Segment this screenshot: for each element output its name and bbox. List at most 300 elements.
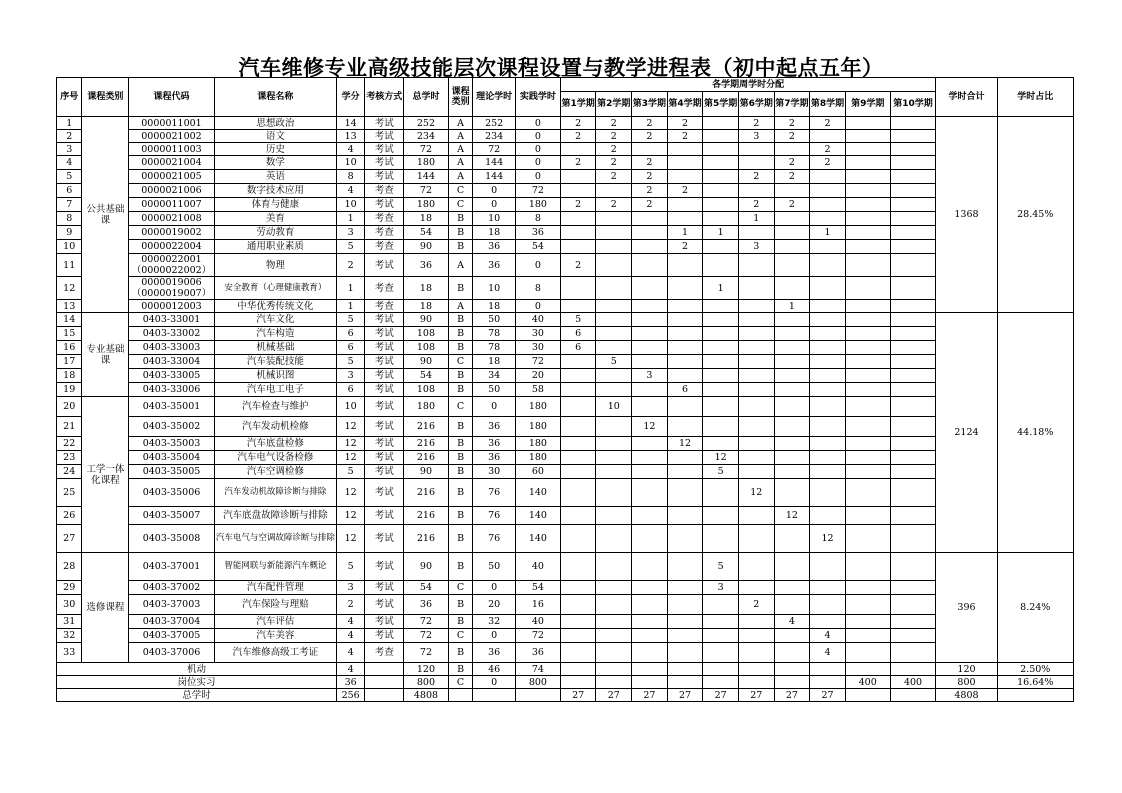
row-semester-3 [632, 254, 668, 277]
row-category: 选修课程 [82, 553, 129, 663]
row-course-name: 数学 [214, 156, 336, 170]
row-semester-9 [845, 615, 890, 629]
row-semester-1 [560, 369, 596, 383]
row-semester-8 [810, 553, 846, 581]
row-semester-3 [632, 355, 668, 369]
row-semester-3 [632, 437, 668, 451]
row-exam: 考试 [365, 130, 404, 143]
row-semester-8 [810, 595, 846, 615]
row-semester-8: 1 [810, 226, 846, 240]
row-code: 0403-37006 [129, 643, 215, 663]
row-semester-9 [845, 117, 890, 130]
row-semester-1 [560, 240, 596, 254]
row-total-hours: 108 [404, 341, 449, 355]
table-row [57, 465, 1074, 479]
row-theory: 76 [473, 507, 516, 525]
row-seq: 26 [57, 507, 82, 525]
row-semester-8 [810, 581, 846, 595]
row-semester-2 [596, 615, 632, 629]
footer-hours-total: 4808 [936, 689, 997, 702]
row-course-type: B [448, 313, 472, 327]
footer-semester-1 [560, 676, 596, 689]
row-seq: 10 [57, 240, 82, 254]
row-semester-7: 12 [774, 507, 810, 525]
row-semester-10 [890, 479, 936, 507]
header-seq: 序号 [57, 78, 82, 117]
row-semester-8 [810, 212, 846, 226]
row-theory: 36 [473, 417, 516, 437]
row-credit: 14 [336, 117, 365, 130]
row-course-type: B [448, 437, 472, 451]
row-semester-6 [738, 553, 774, 581]
row-semester-2 [596, 254, 632, 277]
row-code: 0403-35006 [129, 479, 215, 507]
row-practice: 30 [516, 341, 561, 355]
row-semester-7 [774, 417, 810, 437]
footer-theory [473, 689, 516, 702]
row-semester-5 [703, 170, 739, 184]
row-theory: 34 [473, 369, 516, 383]
row-semester-1 [560, 525, 596, 553]
row-semester-7: 2 [774, 156, 810, 170]
row-practice: 0 [516, 300, 561, 313]
row-theory: 234 [473, 130, 516, 143]
footer-credit: 256 [336, 689, 365, 702]
footer-semester-1 [560, 663, 596, 676]
row-total-hours: 216 [404, 507, 449, 525]
row-exam: 考试 [365, 143, 404, 156]
row-semester-1 [560, 437, 596, 451]
row-seq: 13 [57, 300, 82, 313]
row-credit: 12 [336, 479, 365, 507]
row-semester-5 [703, 507, 739, 525]
row-code: 0403-35007 [129, 507, 215, 525]
row-semester-2 [596, 212, 632, 226]
row-semester-10 [890, 313, 936, 327]
row-semester-6 [738, 507, 774, 525]
row-semester-7 [774, 143, 810, 156]
footer-hours-total: 120 [936, 663, 997, 676]
row-credit: 12 [336, 525, 365, 553]
row-code: 0403-33006 [129, 383, 215, 397]
footer-hours-ratio: 2.50% [997, 663, 1073, 676]
row-seq: 17 [57, 355, 82, 369]
row-course-name: 智能网联与新能源汽车概论 [214, 553, 336, 581]
row-semester-4: 2 [667, 117, 703, 130]
row-semester-2 [596, 643, 632, 663]
row-credit: 1 [336, 277, 365, 300]
row-semester-5 [703, 615, 739, 629]
group-hours-ratio: 44.18% [997, 313, 1073, 553]
row-semester-1 [560, 595, 596, 615]
row-course-name: 数字技术应用 [214, 184, 336, 198]
footer-total-hours: 4808 [404, 689, 449, 702]
footer-credit: 36 [336, 676, 365, 689]
row-code: 0403-37004 [129, 615, 215, 629]
footer-semester-2 [596, 676, 632, 689]
row-semester-1 [560, 629, 596, 643]
row-semester-6 [738, 525, 774, 553]
row-code: 0000022001（0000022002） [129, 254, 215, 277]
row-semester-8 [810, 170, 846, 184]
row-semester-10 [890, 525, 936, 553]
row-semester-5 [703, 479, 739, 507]
header-credit: 学分 [336, 78, 365, 117]
row-semester-3: 2 [632, 117, 668, 130]
row-semester-4 [667, 553, 703, 581]
row-semester-7: 1 [774, 300, 810, 313]
row-total-hours: 72 [404, 643, 449, 663]
row-semester-1 [560, 451, 596, 465]
row-semester-6 [738, 300, 774, 313]
row-semester-5 [703, 595, 739, 615]
row-semester-7: 2 [774, 117, 810, 130]
row-code: 0403-35008 [129, 525, 215, 553]
row-code: 0403-37005 [129, 629, 215, 643]
row-course-type: B [448, 507, 472, 525]
row-theory: 78 [473, 341, 516, 355]
row-semester-4 [667, 629, 703, 643]
row-theory: 144 [473, 156, 516, 170]
row-theory: 0 [473, 184, 516, 198]
row-exam: 考试 [365, 170, 404, 184]
row-course-type: B [448, 451, 472, 465]
row-course-type: A [448, 117, 472, 130]
row-course-type: B [448, 417, 472, 437]
row-total-hours: 216 [404, 525, 449, 553]
row-semester-4: 2 [667, 130, 703, 143]
row-semester-8 [810, 479, 846, 507]
footer-course-type [448, 689, 472, 702]
row-semester-7 [774, 240, 810, 254]
row-theory: 30 [473, 465, 516, 479]
row-semester-8: 2 [810, 156, 846, 170]
row-semester-4 [667, 327, 703, 341]
row-semester-2 [596, 465, 632, 479]
row-practice: 72 [516, 355, 561, 369]
footer-semester-4: 27 [667, 689, 703, 702]
row-credit: 6 [336, 383, 365, 397]
row-credit: 5 [336, 313, 365, 327]
table-row [57, 369, 1074, 383]
table-row [57, 170, 1074, 184]
row-exam: 考查 [365, 240, 404, 254]
row-semester-5 [703, 369, 739, 383]
row-semester-7: 2 [774, 130, 810, 143]
row-code: 0403-33004 [129, 355, 215, 369]
row-seq: 21 [57, 417, 82, 437]
row-total-hours: 54 [404, 369, 449, 383]
row-exam: 考试 [365, 341, 404, 355]
row-semester-9 [845, 170, 890, 184]
row-semester-6 [738, 383, 774, 397]
table-row [57, 437, 1074, 451]
row-semester-9 [845, 240, 890, 254]
row-semester-8 [810, 417, 846, 437]
row-semester-7 [774, 184, 810, 198]
row-seq: 23 [57, 451, 82, 465]
row-course-type: C [448, 629, 472, 643]
footer-semester-1: 27 [560, 689, 596, 702]
group-hours-ratio: 28.45% [997, 117, 1073, 313]
row-exam: 考查 [365, 643, 404, 663]
row-theory: 18 [473, 355, 516, 369]
row-seq: 15 [57, 327, 82, 341]
row-semester-6: 2 [738, 595, 774, 615]
row-theory: 78 [473, 327, 516, 341]
row-semester-2 [596, 184, 632, 198]
row-practice: 140 [516, 525, 561, 553]
row-semester-1 [560, 184, 596, 198]
row-code: 0403-35001 [129, 397, 215, 417]
footer-exam [365, 663, 404, 676]
row-semester-9 [845, 355, 890, 369]
footer-theory: 0 [473, 676, 516, 689]
row-semester-8 [810, 355, 846, 369]
row-exam: 考试 [365, 397, 404, 417]
table-row [57, 397, 1074, 417]
row-semester-6 [738, 615, 774, 629]
row-theory: 36 [473, 254, 516, 277]
row-exam: 考试 [365, 525, 404, 553]
row-semester-7 [774, 595, 810, 615]
row-theory: 72 [473, 143, 516, 156]
row-practice: 180 [516, 437, 561, 451]
row-course-type: A [448, 130, 472, 143]
row-semester-5 [703, 143, 739, 156]
footer-label: 机动 [57, 663, 337, 676]
row-semester-7 [774, 451, 810, 465]
footer-semester-4 [667, 676, 703, 689]
row-semester-4 [667, 300, 703, 313]
row-semester-3 [632, 327, 668, 341]
row-semester-1 [560, 397, 596, 417]
row-course-name: 汽车维修高级工考证 [214, 643, 336, 663]
footer-practice [516, 689, 561, 702]
row-semester-2 [596, 553, 632, 581]
row-credit: 5 [336, 240, 365, 254]
row-semester-7 [774, 553, 810, 581]
row-semester-2 [596, 226, 632, 240]
table-row [57, 313, 1074, 327]
row-semester-8 [810, 130, 846, 143]
row-semester-5 [703, 130, 739, 143]
row-total-hours: 18 [404, 212, 449, 226]
footer-credit: 4 [336, 663, 365, 676]
row-seq: 9 [57, 226, 82, 240]
row-semester-2: 2 [596, 156, 632, 170]
row-semester-6: 12 [738, 479, 774, 507]
footer-semester-10 [890, 689, 936, 702]
row-semester-6 [738, 327, 774, 341]
table-row [57, 226, 1074, 240]
row-semester-8: 12 [810, 525, 846, 553]
row-total-hours: 90 [404, 240, 449, 254]
row-course-type: B [448, 226, 472, 240]
row-semester-7 [774, 355, 810, 369]
row-theory: 50 [473, 383, 516, 397]
row-semester-7 [774, 212, 810, 226]
footer-semester-7: 27 [774, 689, 810, 702]
header-hours-ratio: 学时占比 [997, 78, 1073, 117]
row-semester-7 [774, 581, 810, 595]
row-course-type: C [448, 355, 472, 369]
footer-semester-5 [703, 676, 739, 689]
row-exam: 考查 [365, 300, 404, 313]
row-semester-8 [810, 437, 846, 451]
row-semester-5 [703, 184, 739, 198]
row-semester-5 [703, 525, 739, 553]
row-semester-9 [845, 327, 890, 341]
row-seq: 12 [57, 277, 82, 300]
row-seq: 5 [57, 170, 82, 184]
row-semester-10 [890, 507, 936, 525]
row-semester-5 [703, 313, 739, 327]
row-semester-3: 12 [632, 417, 668, 437]
row-credit: 3 [336, 369, 365, 383]
row-semester-1 [560, 465, 596, 479]
row-semester-1: 2 [560, 156, 596, 170]
row-total-hours: 90 [404, 465, 449, 479]
row-semester-6 [738, 226, 774, 240]
row-semester-7: 2 [774, 170, 810, 184]
row-credit: 4 [336, 643, 365, 663]
row-total-hours: 72 [404, 629, 449, 643]
row-semester-3 [632, 313, 668, 327]
row-semester-1 [560, 226, 596, 240]
row-semester-5: 12 [703, 451, 739, 465]
row-practice: 0 [516, 143, 561, 156]
row-credit: 10 [336, 397, 365, 417]
row-semester-4 [667, 277, 703, 300]
row-semester-7 [774, 369, 810, 383]
row-semester-5 [703, 156, 739, 170]
row-seq: 24 [57, 465, 82, 479]
row-semester-3 [632, 643, 668, 663]
row-semester-1 [560, 643, 596, 663]
row-total-hours: 54 [404, 226, 449, 240]
row-practice: 40 [516, 313, 561, 327]
table-row [57, 479, 1074, 507]
row-semester-2: 2 [596, 143, 632, 156]
row-course-name: 汽车配件管理 [214, 581, 336, 595]
row-semester-4 [667, 170, 703, 184]
row-course-type: B [448, 212, 472, 226]
row-semester-6 [738, 581, 774, 595]
row-semester-10 [890, 240, 936, 254]
row-seq: 25 [57, 479, 82, 507]
row-semester-4 [667, 156, 703, 170]
row-credit: 4 [336, 629, 365, 643]
row-practice: 0 [516, 117, 561, 130]
footer-practice: 800 [516, 676, 561, 689]
row-total-hours: 36 [404, 595, 449, 615]
row-semester-10 [890, 553, 936, 581]
row-semester-2 [596, 629, 632, 643]
row-semester-8 [810, 397, 846, 417]
table-row [57, 525, 1074, 553]
footer-row [57, 663, 1074, 676]
row-practice: 8 [516, 277, 561, 300]
row-semester-4 [667, 465, 703, 479]
footer-hours-ratio: 16.64% [997, 676, 1073, 689]
row-semester-6: 1 [738, 212, 774, 226]
row-credit: 10 [336, 198, 365, 212]
row-semester-3 [632, 507, 668, 525]
table-row [57, 643, 1074, 663]
header-semester-10: 第10学期 [890, 92, 936, 117]
row-semester-1: 2 [560, 130, 596, 143]
row-semester-2 [596, 313, 632, 327]
row-semester-4 [667, 417, 703, 437]
row-total-hours: 90 [404, 355, 449, 369]
row-seq: 32 [57, 629, 82, 643]
table-row [57, 417, 1074, 437]
row-semester-1 [560, 212, 596, 226]
row-semester-2 [596, 383, 632, 397]
row-course-type: A [448, 156, 472, 170]
header-semester-9: 第9学期 [845, 92, 890, 117]
row-semester-9 [845, 383, 890, 397]
footer-semester-9: 400 [845, 676, 890, 689]
row-course-name: 劳动教育 [214, 226, 336, 240]
row-semester-2 [596, 581, 632, 595]
row-semester-8 [810, 465, 846, 479]
row-semester-9 [845, 130, 890, 143]
row-semester-9 [845, 479, 890, 507]
row-semester-10 [890, 397, 936, 417]
row-semester-4 [667, 254, 703, 277]
row-seq: 2 [57, 130, 82, 143]
row-code: 0000019006（0000019007） [129, 277, 215, 300]
row-total-hours: 216 [404, 417, 449, 437]
row-code: 0000011007 [129, 198, 215, 212]
row-course-name: 汽车底盘故障诊断与排除 [214, 507, 336, 525]
row-exam: 考试 [365, 417, 404, 437]
footer-semester-9 [845, 689, 890, 702]
row-semester-9 [845, 184, 890, 198]
row-exam: 考试 [365, 507, 404, 525]
row-semester-8 [810, 383, 846, 397]
row-semester-8 [810, 240, 846, 254]
row-course-name: 汽车空调检修 [214, 465, 336, 479]
row-credit: 5 [336, 355, 365, 369]
row-semester-2 [596, 595, 632, 615]
header-hours-total: 学时合计 [936, 78, 997, 117]
footer-semester-8 [810, 663, 846, 676]
row-semester-4 [667, 143, 703, 156]
row-semester-10 [890, 143, 936, 156]
row-semester-5 [703, 397, 739, 417]
table-row [57, 553, 1074, 581]
row-semester-10 [890, 595, 936, 615]
footer-semester-2: 27 [596, 689, 632, 702]
row-theory: 0 [473, 581, 516, 595]
row-semester-7 [774, 313, 810, 327]
row-total-hours: 216 [404, 451, 449, 465]
row-semester-4 [667, 397, 703, 417]
row-semester-4 [667, 313, 703, 327]
row-total-hours: 252 [404, 117, 449, 130]
row-seq: 11 [57, 254, 82, 277]
row-semester-6 [738, 156, 774, 170]
row-category: 专业基础课 [82, 313, 129, 397]
row-semester-4 [667, 355, 703, 369]
row-theory: 20 [473, 595, 516, 615]
table-row [57, 451, 1074, 465]
row-semester-3 [632, 212, 668, 226]
row-semester-7 [774, 525, 810, 553]
